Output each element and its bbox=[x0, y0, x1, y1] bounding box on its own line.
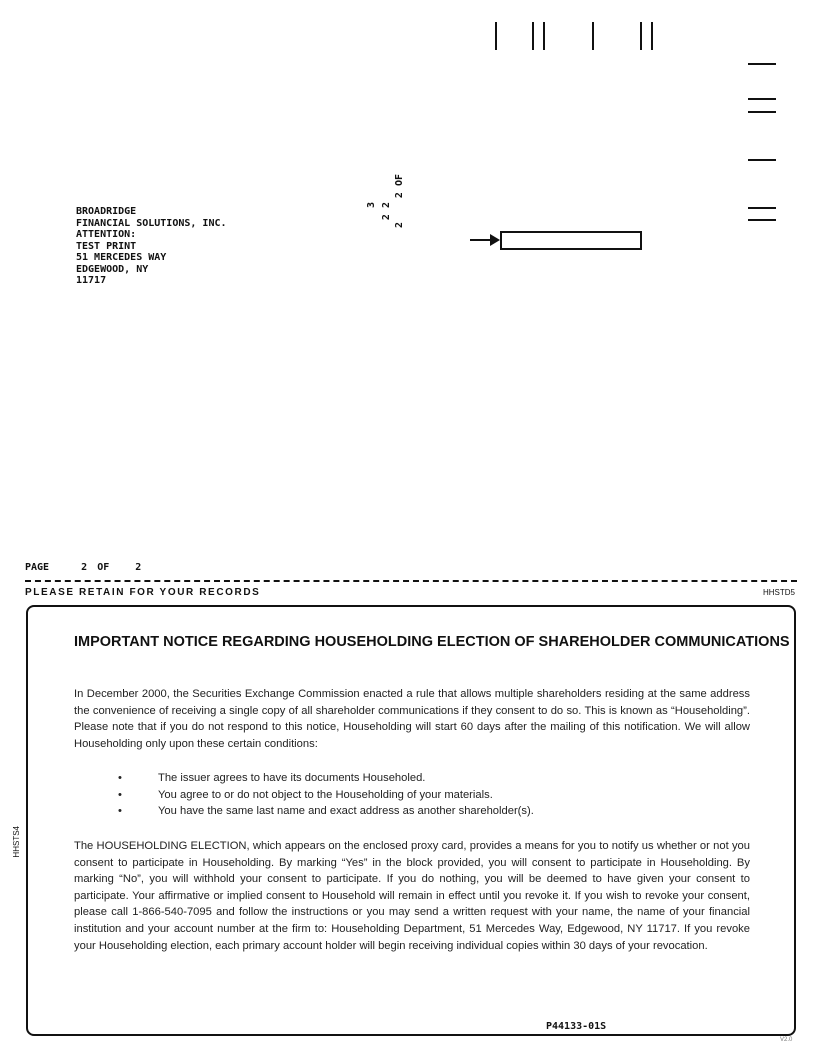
list-item bbox=[118, 803, 534, 820]
barcode-mark bbox=[748, 63, 776, 65]
address-line: TEST PRINT bbox=[76, 240, 137, 252]
tear-line bbox=[25, 580, 797, 582]
page-total: 2 bbox=[135, 562, 142, 573]
notice-box bbox=[26, 605, 796, 1036]
form-code: HHSTD5 bbox=[763, 588, 796, 597]
bullet-icon: • bbox=[118, 805, 122, 818]
page-of: OF bbox=[97, 562, 110, 573]
bullet-icon: • bbox=[118, 788, 122, 801]
barcode-mark bbox=[748, 111, 776, 113]
barcode-mark bbox=[748, 207, 776, 209]
side-code: HHSTS4 bbox=[12, 826, 21, 858]
barcode-mark bbox=[748, 159, 776, 161]
job-code: P44133-01S bbox=[546, 1021, 607, 1032]
barcode-mark bbox=[748, 219, 776, 221]
list-item bbox=[118, 770, 534, 787]
address-line: EDGEWOOD, NY bbox=[76, 263, 149, 275]
address-line: ATTENTION: bbox=[76, 229, 137, 240]
barcode-mark bbox=[532, 22, 534, 50]
rotated-code: 2 bbox=[394, 222, 405, 229]
conditions-list bbox=[118, 770, 534, 820]
rotated-code: 2 2 bbox=[381, 202, 392, 221]
condition-text: You have the same last name and exact address as another shareholder(s). bbox=[158, 805, 534, 818]
notice-paragraph: The HOUSEHOLDING ELECTION, which appears on the enclosed proxy card, provides a means for you to notify us whether or not you consent to participate in Householding. By marking “Yes” in the block provided, you will consent to participate in Householding. By marking “No”, you will withhold your consent to participate. If you do nothing, you will be deemed to have given your consent to participate. Your affirmative or implied consent to Household will remain in effect until you revoke it. If you wish to revoke your consent, please call 1-866-540-7095 and follow the instructions or you may send a written request with your name, the name of your financial institution and your account number at the firm to: Householding Department, 51 Mercedes Way, Edgewood, NY 11717. If you revoke your Householding election, each primary account holder will begin receiving individual copies within 30 days of your revocation. bbox=[74, 840, 750, 952]
page-indicator bbox=[25, 562, 151, 573]
arrow-head-icon bbox=[490, 234, 500, 246]
barcode-mark bbox=[640, 22, 642, 50]
address-line: 51 MERCEDES WAY bbox=[76, 252, 167, 263]
mailing-address bbox=[76, 206, 227, 287]
rotated-code: 3 bbox=[366, 202, 377, 209]
barcode-mark bbox=[592, 22, 594, 50]
barcode-mark bbox=[748, 98, 776, 100]
bullet-icon: • bbox=[118, 772, 122, 784]
retain-label: PLEASE RETAIN FOR YOUR RECORDS bbox=[25, 587, 261, 598]
list-item bbox=[118, 787, 534, 804]
page-label: PAGE bbox=[25, 562, 50, 573]
barcode-mark bbox=[543, 22, 545, 50]
condition-text: The issuer agrees to have its documents Householed. bbox=[158, 772, 426, 784]
address-line: FINANCIAL SOLUTIONS, INC. bbox=[76, 217, 227, 229]
page-current: 2 bbox=[81, 562, 88, 573]
barcode-mark bbox=[495, 22, 497, 50]
version-label: V2.0 bbox=[780, 1037, 793, 1043]
barcode-mark bbox=[651, 22, 653, 50]
condition-text: You agree to or do not object to the Householding of your materials. bbox=[158, 788, 493, 801]
notice-paragraph: In December 2000, the Securities Exchange Commission enacted a rule that allows multiple shareholders residing at the same address the convenience of receiving a single copy of all shareholder communications if they consent to do so. This is known as “Householding”. Please note that if you do not respond to this notice, Householding will start 60 days after the mailing of this notification. We will allow Householding only upon these certain conditions: bbox=[74, 688, 750, 750]
address-line: 11717 bbox=[76, 275, 107, 286]
rotated-page-code bbox=[362, 172, 412, 232]
address-line: BROADRIDGE bbox=[76, 206, 137, 217]
address-window-box bbox=[500, 231, 642, 250]
rotated-code: 2 OF bbox=[394, 174, 405, 199]
notice-title: IMPORTANT NOTICE REGARDING HOUSEHOLDING ELECTION OF SHAREHOLDER COMMUNICATIONS bbox=[74, 634, 790, 650]
